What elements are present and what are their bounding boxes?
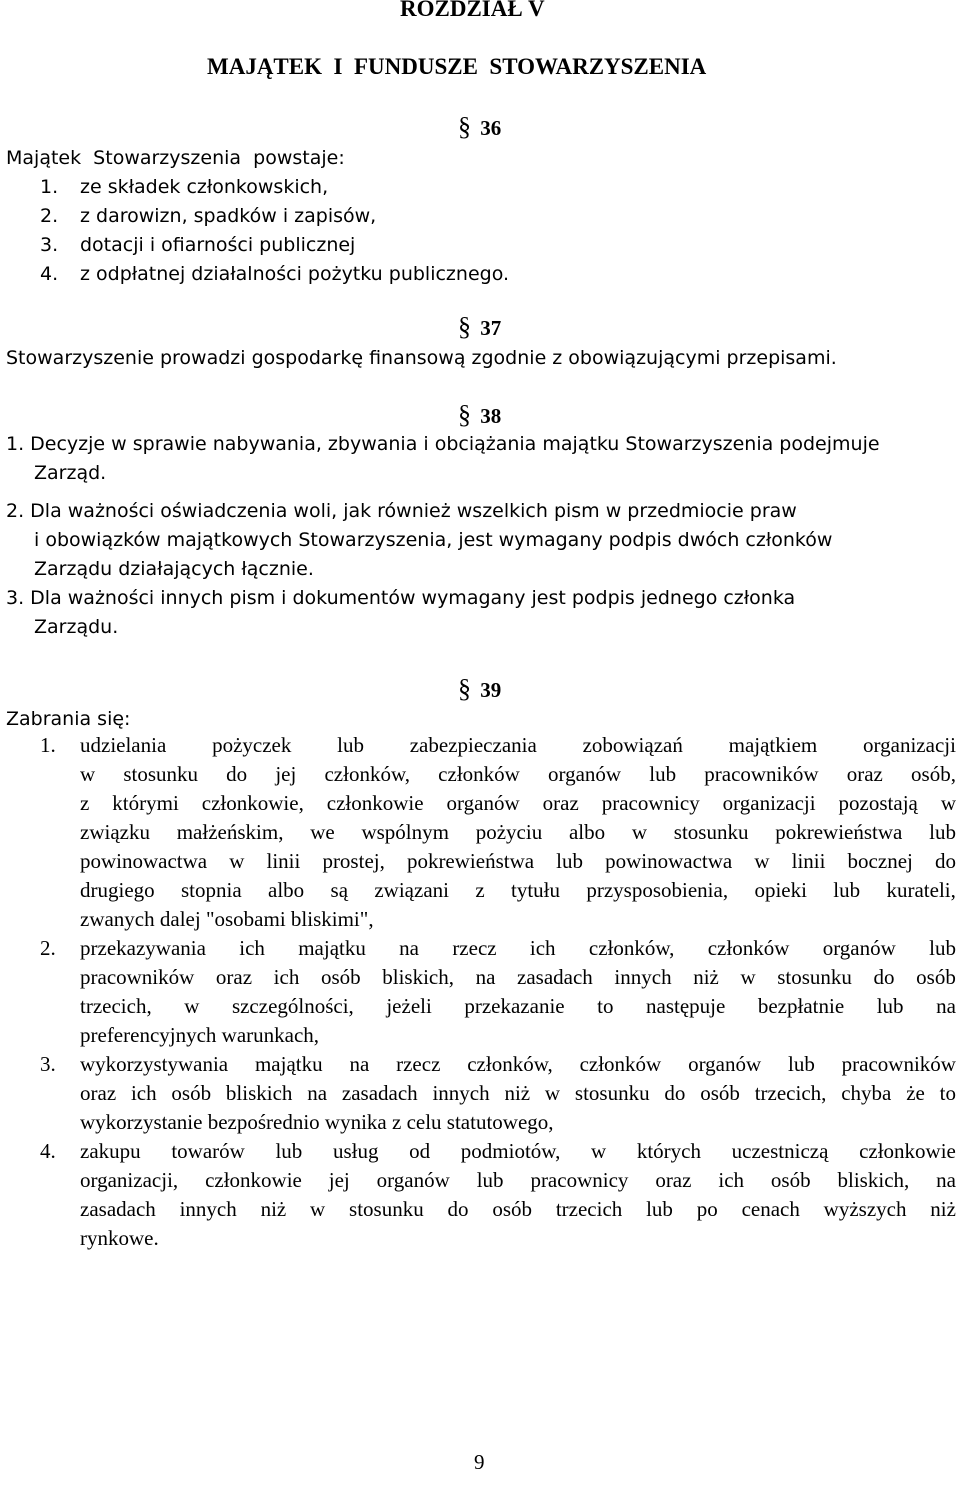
word: szczególności, bbox=[231, 994, 354, 1018]
section-38-heading bbox=[458, 400, 501, 430]
word: trzecich, bbox=[754, 1081, 827, 1105]
word: na bbox=[475, 965, 496, 989]
word: chyba bbox=[841, 1081, 892, 1105]
word: tytułu bbox=[511, 878, 561, 902]
word: kurateli, bbox=[886, 878, 956, 902]
word: członkowie bbox=[205, 1168, 302, 1192]
chapter-subtitle: MAJĄTEK I FUNDUSZE STOWARZYSZENIA bbox=[207, 54, 707, 79]
word: zasadach bbox=[80, 1197, 156, 1221]
paragraph-symbol: § bbox=[458, 112, 471, 141]
word: w bbox=[310, 1197, 326, 1221]
word: osób bbox=[492, 1197, 533, 1221]
word: niż bbox=[693, 965, 719, 989]
word: związku bbox=[80, 820, 150, 844]
word: z bbox=[475, 878, 485, 902]
section-39-intro: Zabrania się: bbox=[6, 708, 131, 730]
word: osób bbox=[320, 965, 361, 989]
word: wyższych bbox=[823, 1197, 907, 1221]
word: przekazywania bbox=[80, 936, 206, 960]
word: osób bbox=[770, 1168, 811, 1192]
word: następuje bbox=[646, 994, 726, 1018]
word: zasadach bbox=[517, 965, 593, 989]
word: w bbox=[544, 1081, 561, 1105]
word: zakupu bbox=[80, 1139, 141, 1163]
word: w bbox=[631, 820, 648, 844]
word: osób, bbox=[911, 762, 956, 786]
section-39-item bbox=[80, 1050, 956, 1137]
word: towarów bbox=[171, 1139, 245, 1163]
word: stopnia bbox=[181, 878, 242, 902]
list-item bbox=[40, 173, 329, 202]
word: członków bbox=[579, 1052, 662, 1076]
word: organów bbox=[822, 936, 896, 960]
word: na bbox=[936, 1168, 956, 1192]
word: oraz bbox=[80, 1081, 117, 1105]
item-number: 1. bbox=[40, 733, 56, 757]
word: członków bbox=[438, 762, 520, 786]
paragraph-symbol: § bbox=[458, 312, 471, 341]
word: po bbox=[696, 1197, 718, 1221]
word: to bbox=[939, 1081, 956, 1105]
word: członkowie bbox=[326, 791, 424, 815]
item-line bbox=[80, 1195, 956, 1224]
item-line-last: wykorzystanie bezpośrednio wynika z celu statutowego, bbox=[80, 1110, 554, 1134]
word: do bbox=[934, 849, 956, 873]
word: członków, bbox=[467, 1052, 553, 1076]
word: niż bbox=[504, 1081, 531, 1105]
word: linii bbox=[266, 849, 301, 873]
item-line bbox=[80, 992, 956, 1021]
section-number: 37 bbox=[480, 316, 502, 340]
word: lub bbox=[337, 733, 364, 757]
item-line bbox=[80, 1079, 956, 1108]
item-number: 3. bbox=[40, 234, 59, 256]
word: innych bbox=[614, 965, 672, 989]
section-39-item bbox=[80, 731, 956, 934]
word: majątku bbox=[254, 1052, 323, 1076]
word: w bbox=[229, 849, 245, 873]
word: niż bbox=[260, 1197, 287, 1221]
section-38-line: 2. Dla ważności oświadczenia woli, jak również wszelkich pism w przedmiocie praw bbox=[6, 500, 797, 522]
section-38-line: Zarząd. bbox=[34, 462, 107, 484]
section-38-line: Zarządu. bbox=[34, 616, 119, 638]
item-line-last: zwanych dalej "osobami bliskimi", bbox=[80, 907, 374, 931]
word: zobowiązań bbox=[582, 733, 683, 757]
word: pokrewieństwa bbox=[406, 849, 535, 873]
word: lub bbox=[833, 878, 861, 902]
word: na bbox=[349, 1052, 370, 1076]
section-36-intro: Majątek Stowarzyszenia powstaje: bbox=[6, 147, 345, 169]
paragraph-symbol: § bbox=[458, 674, 471, 703]
word: oraz bbox=[846, 762, 883, 786]
word: lub bbox=[556, 849, 584, 873]
word: jeżeli bbox=[386, 994, 432, 1018]
word: w bbox=[940, 791, 956, 815]
word: organizacji bbox=[722, 791, 816, 815]
word: ich bbox=[130, 1081, 157, 1105]
item-number: 4. bbox=[40, 1139, 56, 1163]
item-line bbox=[80, 934, 956, 963]
word: udzielania bbox=[80, 733, 167, 757]
word: do bbox=[873, 965, 895, 989]
word: ich bbox=[239, 936, 265, 960]
word: innych bbox=[179, 1197, 237, 1221]
word: stosunku bbox=[574, 1081, 650, 1105]
word: oraz bbox=[655, 1168, 692, 1192]
section-39-heading bbox=[458, 674, 501, 704]
word: organów bbox=[376, 1168, 450, 1192]
word: lub bbox=[929, 820, 956, 844]
item-number: 2. bbox=[40, 936, 56, 960]
section-39-item bbox=[80, 1137, 956, 1253]
word: wykorzystywania bbox=[80, 1052, 229, 1076]
word: do bbox=[447, 1197, 469, 1221]
word: w bbox=[754, 849, 770, 873]
item-line bbox=[80, 1166, 956, 1195]
word: opieki bbox=[754, 878, 807, 902]
section-38-line: Zarządu działających łącznie. bbox=[34, 558, 314, 580]
item-number: 1. bbox=[40, 176, 59, 198]
word: trzecich, bbox=[80, 994, 152, 1018]
item-line bbox=[80, 847, 956, 876]
item-line bbox=[80, 876, 956, 905]
word: we bbox=[310, 820, 335, 844]
list-item bbox=[40, 202, 377, 231]
word: pracowników bbox=[841, 1052, 956, 1076]
item-line bbox=[80, 1050, 956, 1079]
word: lub bbox=[275, 1139, 303, 1163]
word: w bbox=[80, 762, 96, 786]
item-text: ze składek członkowskich, bbox=[80, 176, 329, 198]
word: bezpłatnie bbox=[757, 994, 845, 1018]
item-line bbox=[80, 760, 956, 789]
item-text: z odpłatnej działalności pożytku publicznego. bbox=[80, 263, 510, 285]
word: osób bbox=[916, 965, 956, 989]
word: stosunku bbox=[349, 1197, 424, 1221]
word: od bbox=[409, 1139, 431, 1163]
word: którymi bbox=[112, 791, 179, 815]
word: organizacji bbox=[863, 733, 956, 757]
word: organów bbox=[446, 791, 520, 815]
item-line-last: preferencyjnych warunkach, bbox=[80, 1023, 320, 1047]
word: członków bbox=[707, 936, 790, 960]
paragraph-symbol: § bbox=[458, 400, 471, 429]
section-38-line: 3. Dla ważności innych pism i dokumentów wymagany jest podpis jednego członka bbox=[6, 587, 796, 609]
word: bliskich, bbox=[837, 1168, 910, 1192]
item-text: dotacji i ofiarności publicznej bbox=[80, 234, 356, 256]
word: że bbox=[906, 1081, 925, 1105]
word: drugiego bbox=[80, 878, 155, 902]
word: stosunku bbox=[673, 820, 749, 844]
word: podmiotów, bbox=[460, 1139, 561, 1163]
word: prostej, bbox=[322, 849, 385, 873]
item-number: 3. bbox=[40, 1052, 56, 1076]
word: na bbox=[307, 1081, 328, 1105]
word: powinowactwa bbox=[80, 849, 208, 873]
word: lub bbox=[646, 1197, 673, 1221]
word: cenach bbox=[741, 1197, 800, 1221]
word: ich bbox=[529, 936, 556, 960]
word: organów bbox=[547, 762, 622, 786]
section-number: 39 bbox=[480, 678, 502, 702]
item-line bbox=[80, 963, 956, 992]
item-line-last: rynkowe. bbox=[80, 1226, 159, 1250]
word: w bbox=[184, 994, 200, 1018]
word: są bbox=[330, 878, 349, 902]
word: pracowników bbox=[704, 762, 819, 786]
word: majątkiem bbox=[728, 733, 818, 757]
word: jej bbox=[275, 762, 297, 786]
word: członkowie, bbox=[201, 791, 304, 815]
word: to bbox=[597, 994, 614, 1018]
word: pracowników bbox=[80, 965, 195, 989]
word: bliskich, bbox=[382, 965, 454, 989]
word: przysposobienia, bbox=[586, 878, 729, 902]
word: organów bbox=[688, 1052, 762, 1076]
word: albo bbox=[568, 820, 606, 844]
word: wspólnym bbox=[361, 820, 449, 844]
section-number: 38 bbox=[480, 404, 502, 428]
word: niż bbox=[930, 1197, 956, 1221]
word: z bbox=[80, 791, 90, 815]
word: rzecz bbox=[396, 1052, 441, 1076]
word: powinowactwa bbox=[605, 849, 733, 873]
word: związani bbox=[374, 878, 449, 902]
word: linii bbox=[791, 849, 826, 873]
item-line bbox=[80, 731, 956, 760]
word: rzecz bbox=[452, 936, 497, 960]
word: uczestniczą bbox=[731, 1139, 829, 1163]
word: lub bbox=[929, 936, 956, 960]
word: bliskich bbox=[225, 1081, 293, 1105]
section-37-heading bbox=[458, 312, 501, 342]
word: pracownicy bbox=[601, 791, 700, 815]
section-38-line: 1. Decyzje w sprawie nabywania, zbywania i obciążania majątku Stowarzyszenia podejmuje bbox=[6, 433, 880, 455]
word: zasadach bbox=[341, 1081, 418, 1105]
word: oraz bbox=[215, 965, 253, 989]
word: do bbox=[664, 1081, 686, 1105]
word: bocznej bbox=[847, 849, 913, 873]
word: członków, bbox=[324, 762, 411, 786]
item-line bbox=[80, 1137, 956, 1166]
section-36-heading bbox=[458, 112, 501, 142]
word: jej bbox=[328, 1168, 350, 1192]
word: pracownicy bbox=[530, 1168, 629, 1192]
word: członków, bbox=[588, 936, 675, 960]
word: małżeńskim, bbox=[176, 820, 284, 844]
item-number: 4. bbox=[40, 263, 59, 285]
word: stosunku bbox=[123, 762, 199, 786]
word: w bbox=[740, 965, 756, 989]
item-number: 2. bbox=[40, 205, 59, 227]
word: albo bbox=[268, 878, 305, 902]
word: lub bbox=[649, 762, 677, 786]
section-39-item bbox=[80, 934, 956, 1050]
word: usług bbox=[332, 1139, 379, 1163]
word: przekazanie bbox=[464, 994, 565, 1018]
word: organizacji, bbox=[80, 1168, 179, 1192]
section-38-line: i obowiązków majątkowych Stowarzyszenia, jest wymagany podpis dwóch członków bbox=[34, 529, 833, 551]
word: pokrewieństwa bbox=[775, 820, 903, 844]
chapter-title: ROZDZIAŁ V bbox=[400, 0, 545, 21]
word: lub bbox=[876, 994, 904, 1018]
word: majątku bbox=[298, 936, 366, 960]
word: pożyciu bbox=[475, 820, 543, 844]
word: lub bbox=[788, 1052, 815, 1076]
word: na bbox=[936, 994, 956, 1018]
list-item bbox=[40, 260, 510, 289]
word: pożyczek bbox=[212, 733, 292, 757]
page-number: 9 bbox=[474, 1450, 485, 1474]
section-number: 36 bbox=[480, 116, 502, 140]
word: których bbox=[636, 1139, 701, 1163]
word: innych bbox=[432, 1081, 490, 1105]
word: ich bbox=[718, 1168, 745, 1192]
list-item bbox=[40, 231, 356, 260]
word: lub bbox=[476, 1168, 504, 1192]
word: osób bbox=[700, 1081, 740, 1105]
word: na bbox=[399, 936, 419, 960]
word: trzecich bbox=[555, 1197, 623, 1221]
word: w bbox=[591, 1139, 607, 1163]
word: do bbox=[226, 762, 248, 786]
section-37-text: Stowarzyszenie prowadzi gospodarkę finansową zgodnie z obowiązującymi przepisami. bbox=[6, 347, 837, 369]
word: ich bbox=[273, 965, 300, 989]
word: zabezpieczania bbox=[409, 733, 537, 757]
word: członkowie bbox=[859, 1139, 956, 1163]
word: stosunku bbox=[777, 965, 852, 989]
item-line bbox=[80, 818, 956, 847]
word: pozostają bbox=[838, 791, 918, 815]
item-line bbox=[80, 789, 956, 818]
word: osób bbox=[171, 1081, 212, 1105]
item-text: z darowizn, spadków i zapisów, bbox=[80, 205, 377, 227]
word: oraz bbox=[542, 791, 579, 815]
